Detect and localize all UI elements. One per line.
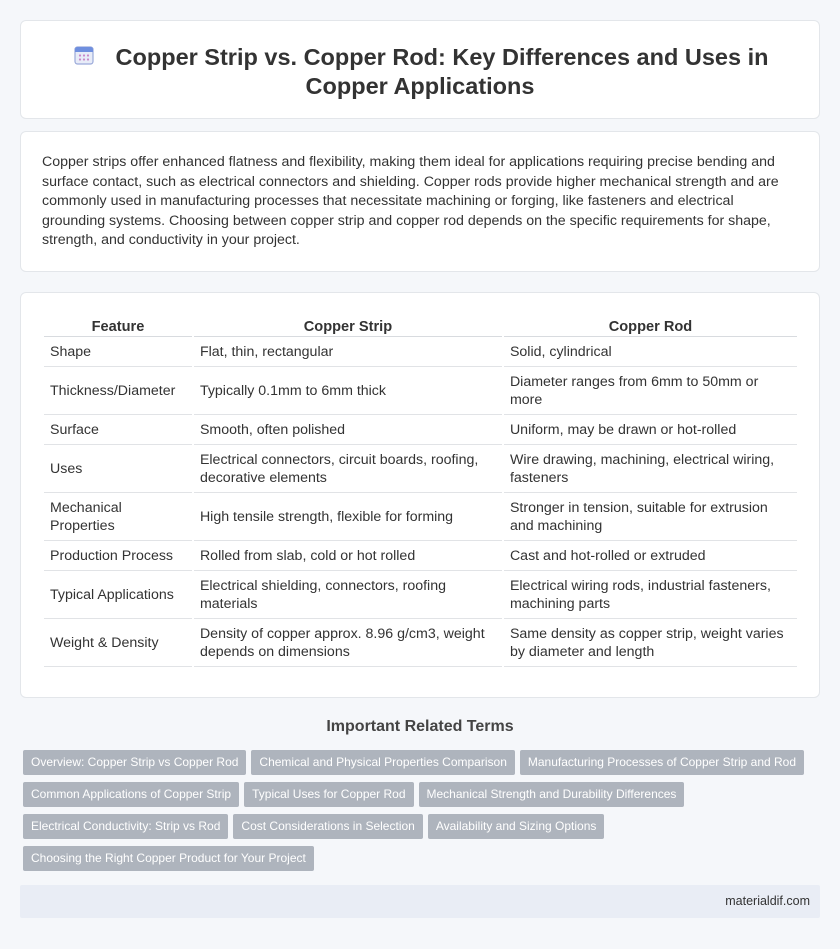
rod-cell: Uniform, may be drawn or hot-rolled — [504, 415, 797, 445]
strip-cell: Density of copper approx. 8.96 g/cm3, weight depends on dimensions — [194, 619, 502, 667]
table-header-row — [44, 313, 797, 337]
related-terms-heading: Important Related Terms — [326, 718, 514, 735]
feature-cell: Typical Applications — [44, 571, 192, 619]
related-term-tag[interactable]: Availability and Sizing Options — [428, 814, 605, 839]
comparison-card — [20, 292, 820, 698]
related-term-tag[interactable]: Typical Uses for Copper Rod — [244, 782, 413, 807]
rod-cell: Electrical wiring rods, industrial fasteners, machining parts — [504, 571, 797, 619]
feature-cell: Production Process — [44, 541, 192, 571]
table-row — [44, 619, 797, 667]
intro-card — [20, 131, 820, 272]
table-row — [44, 541, 797, 571]
feature-cell: Uses — [44, 445, 192, 493]
table-row — [44, 367, 797, 415]
related-term-tag[interactable]: Cost Considerations in Selection — [233, 814, 422, 839]
strip-cell: High tensile strength, flexible for forming — [194, 493, 502, 541]
page-title — [21, 43, 819, 101]
page-title-text: Copper Strip vs. Copper Rod: Key Differences and Uses in Copper Applications — [115, 44, 769, 99]
strip-cell: Rolled from slab, cold or hot rolled — [194, 541, 502, 571]
feature-cell: Thickness/Diameter — [44, 367, 192, 415]
related-term-tag[interactable]: Chemical and Physical Properties Comparison — [251, 750, 514, 775]
table-row — [44, 337, 797, 367]
table-row — [44, 445, 797, 493]
rod-cell: Stronger in tension, suitable for extrusion and machining — [504, 493, 797, 541]
related-term-tag[interactable]: Manufacturing Processes of Copper Strip and Rod — [520, 750, 804, 775]
strip-cell: Flat, thin, rectangular — [194, 337, 502, 367]
strip-cell: Typically 0.1mm to 6mm thick — [194, 367, 502, 415]
rod-cell: Solid, cylindrical — [504, 337, 797, 367]
header-card — [20, 20, 820, 119]
feature-cell: Surface — [44, 415, 192, 445]
table-row — [44, 571, 797, 619]
rod-cell: Diameter ranges from 6mm to 50mm or more — [504, 367, 797, 415]
strip-cell: Electrical shielding, connectors, roofing materials — [194, 571, 502, 619]
calendar-icon — [72, 43, 96, 67]
table-row — [44, 493, 797, 541]
feature-cell: Shape — [44, 337, 192, 367]
strip-cell: Smooth, often polished — [194, 415, 502, 445]
header-copper-strip: Copper Strip — [194, 313, 502, 337]
feature-cell: Mechanical Properties — [44, 493, 192, 541]
rod-cell: Same density as copper strip, weight varies by diameter and length — [504, 619, 797, 667]
related-term-tag[interactable]: Electrical Conductivity: Strip vs Rod — [23, 814, 228, 839]
related-term-tag[interactable]: Mechanical Strength and Durability Differences — [419, 782, 685, 807]
rod-cell: Cast and hot-rolled or extruded — [504, 541, 797, 571]
table-row — [44, 415, 797, 445]
related-terms-list — [23, 750, 813, 878]
comparison-table — [42, 313, 799, 667]
intro-paragraph: Copper strips offer enhanced flatness and flexibility, making them ideal for applications requiring precise bending and surface contact, such as electrical connectors and shielding. Copper rods provide higher mechanical strength and are commonly used in manufacturing processes that necessitate machining or forging, like fasteners and electrical grounding systems. Choosing between copper strip and copper rod depends on the specific requirements for shape, strength, and conductivity in your project. — [42, 154, 779, 249]
footer-bar — [20, 885, 820, 918]
related-term-tag[interactable]: Common Applications of Copper Strip — [23, 782, 239, 807]
related-term-tag[interactable]: Overview: Copper Strip vs Copper Rod — [23, 750, 246, 775]
related-term-tag[interactable]: Choosing the Right Copper Product for Your Project — [23, 846, 314, 871]
header-copper-rod: Copper Rod — [504, 313, 797, 337]
feature-cell: Weight & Density — [44, 619, 192, 667]
rod-cell: Wire drawing, machining, electrical wiring, fasteners — [504, 445, 797, 493]
footer-site-link[interactable]: materialdif.com — [725, 894, 810, 908]
header-feature: Feature — [44, 313, 192, 337]
strip-cell: Electrical connectors, circuit boards, roofing, decorative elements — [194, 445, 502, 493]
